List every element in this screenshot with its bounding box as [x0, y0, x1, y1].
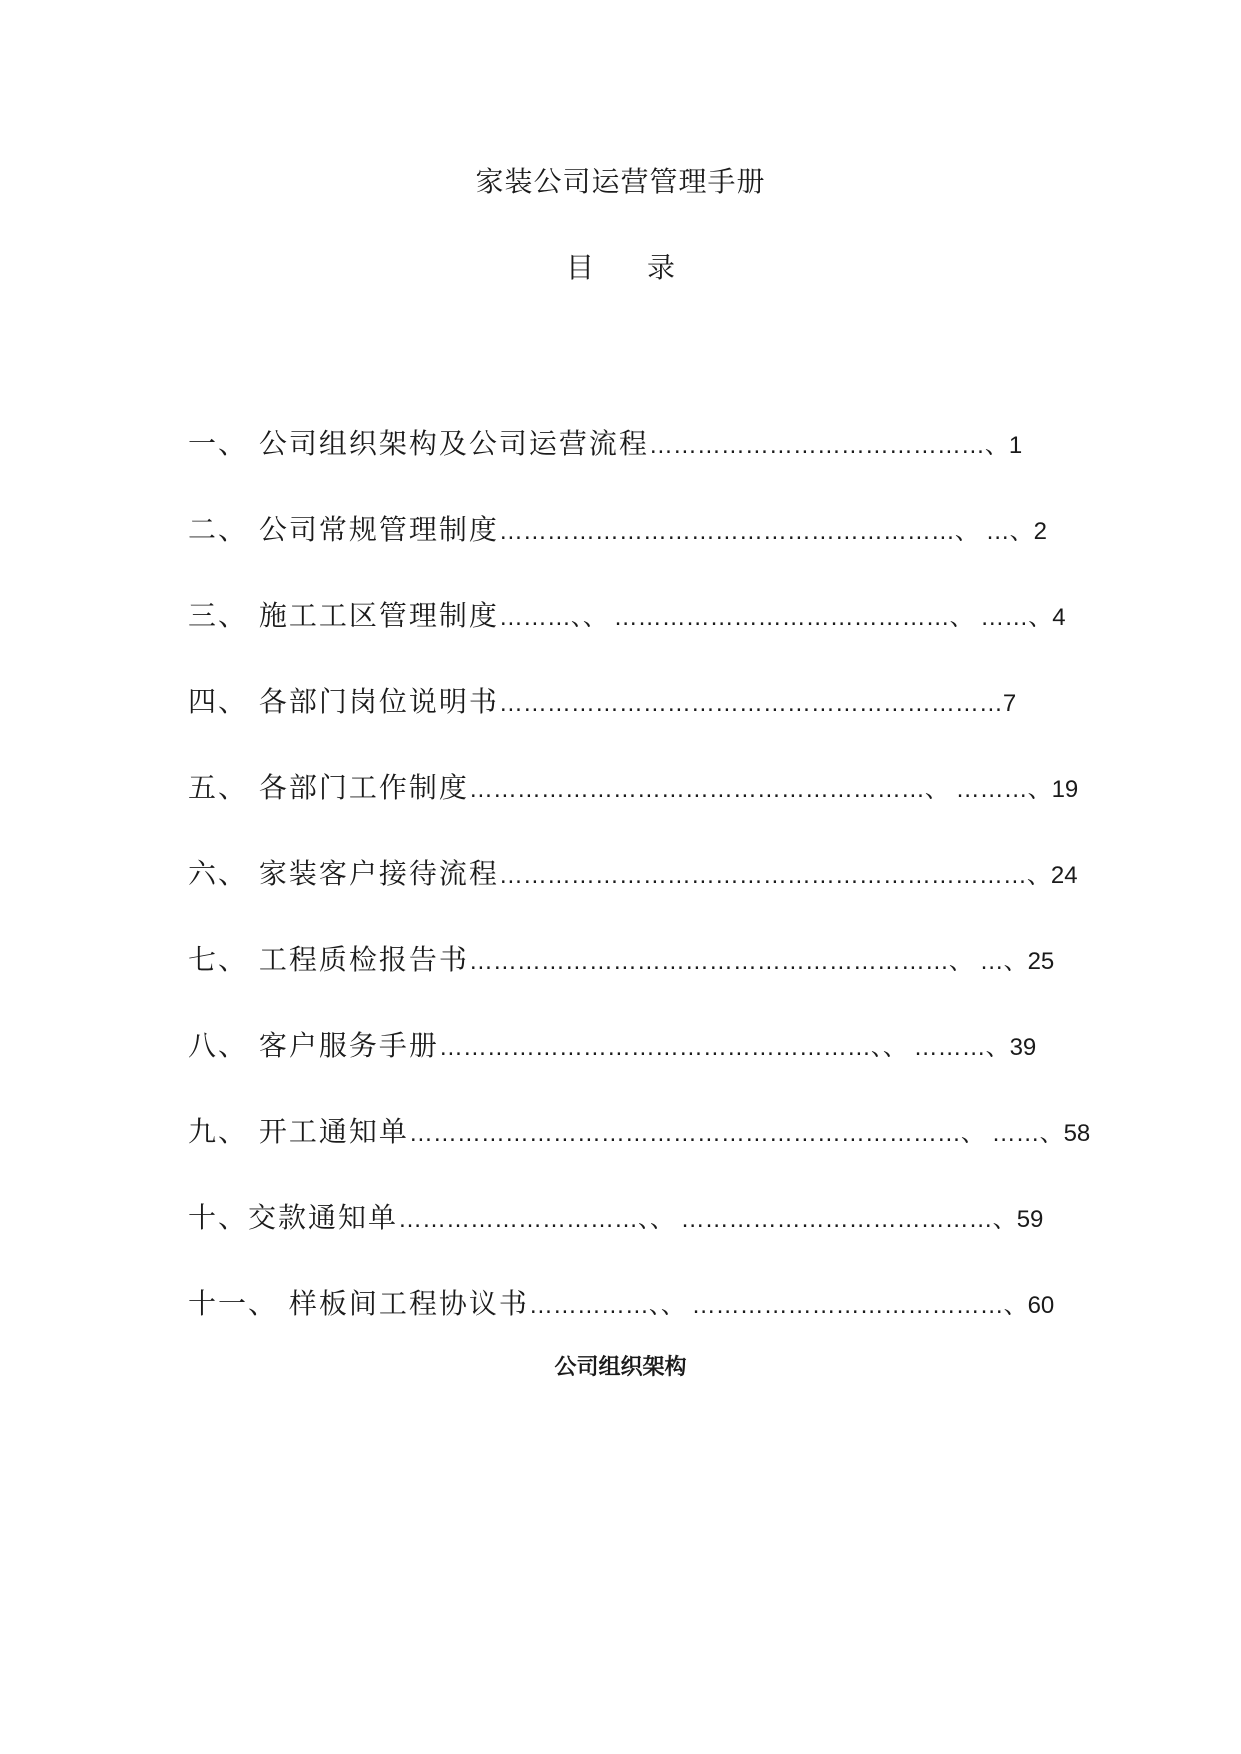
toc-entry-page: 1: [1008, 432, 1023, 459]
toc-entry-page: 19: [1051, 776, 1079, 803]
toc-entry-title: 七、 工程质检报告书: [188, 943, 469, 976]
toc-entry-title: 十一、 样板间工程协议书: [188, 1287, 529, 1320]
toc-entry[interactable]: [188, 766, 1078, 810]
toc-entry-leader: ……………、、 …………………………………、: [528, 1292, 1028, 1319]
toc-entry[interactable]: [188, 852, 1078, 896]
toc-entry-page: 60: [1027, 1292, 1055, 1319]
toc-entry-page: 4: [1052, 604, 1066, 631]
toc-entry[interactable]: [188, 508, 1047, 552]
toc-heading: 目 录: [566, 251, 697, 284]
toc-entry-title: 十、交款通知单: [188, 1201, 399, 1234]
toc-entry-leader: ………、、 ……………………………………、 ……、: [498, 604, 1053, 631]
toc-entry-leader: …………………………………………………、 …、: [498, 518, 1034, 545]
toc-entry[interactable]: [188, 1282, 1054, 1326]
toc-entry-title: 一、 公司组织架构及公司运营流程: [188, 427, 649, 460]
toc-entry[interactable]: [188, 1110, 1090, 1154]
toc-entry-leader: ……………………………………………………………、 ……、: [408, 1120, 1064, 1147]
toc-entry-title: 四、 各部门岗位说明书: [188, 685, 499, 718]
toc-entry-page: 58: [1063, 1120, 1091, 1147]
toc-entry-page: 25: [1027, 948, 1055, 975]
toc-entry[interactable]: [188, 1024, 1036, 1068]
toc-entry-leader: …………………………、、 …………………………………、: [398, 1206, 1017, 1233]
toc-entry-leader: ……………………………………………………、 …、: [468, 948, 1028, 975]
toc-entry-title: 八、 客户服务手册: [188, 1029, 439, 1062]
toc-entry[interactable]: [188, 938, 1054, 982]
document-title: 家装公司运营管理手册: [475, 165, 766, 198]
toc-entry-page: 59: [1016, 1206, 1044, 1233]
toc-entry-title: 三、 施工工区管理制度: [188, 599, 499, 632]
toc-entry-leader: …………………………………………………、 ………、: [468, 776, 1052, 803]
toc-entry[interactable]: [188, 422, 1022, 466]
toc-entry[interactable]: [188, 594, 1066, 638]
toc-entry-leader: ………………………………………………………: [498, 690, 1003, 717]
toc-entry-title: 二、 公司常规管理制度: [188, 513, 499, 546]
toc-entry-title: 五、 各部门工作制度: [188, 771, 469, 804]
toc-entry[interactable]: [188, 1196, 1043, 1240]
toc-entry-leader: ……………………………………、: [648, 432, 1009, 459]
toc-entry-page: 39: [1009, 1034, 1037, 1061]
toc-entry-page: 2: [1033, 518, 1047, 545]
toc-entry-leader: …………………………………………………………、: [498, 862, 1051, 889]
toc-entry-page: 7: [1002, 690, 1017, 717]
toc-entry-leader: ………………………………………………、、 ………、: [438, 1034, 1010, 1061]
toc-entry-page: 24: [1050, 862, 1078, 889]
section-heading: 公司组织架构: [554, 1355, 687, 1380]
toc-entry-title: 九、 开工通知单: [188, 1115, 409, 1148]
toc-entry-title: 六、 家装客户接待流程: [188, 857, 499, 890]
toc-entry[interactable]: [188, 680, 1016, 724]
